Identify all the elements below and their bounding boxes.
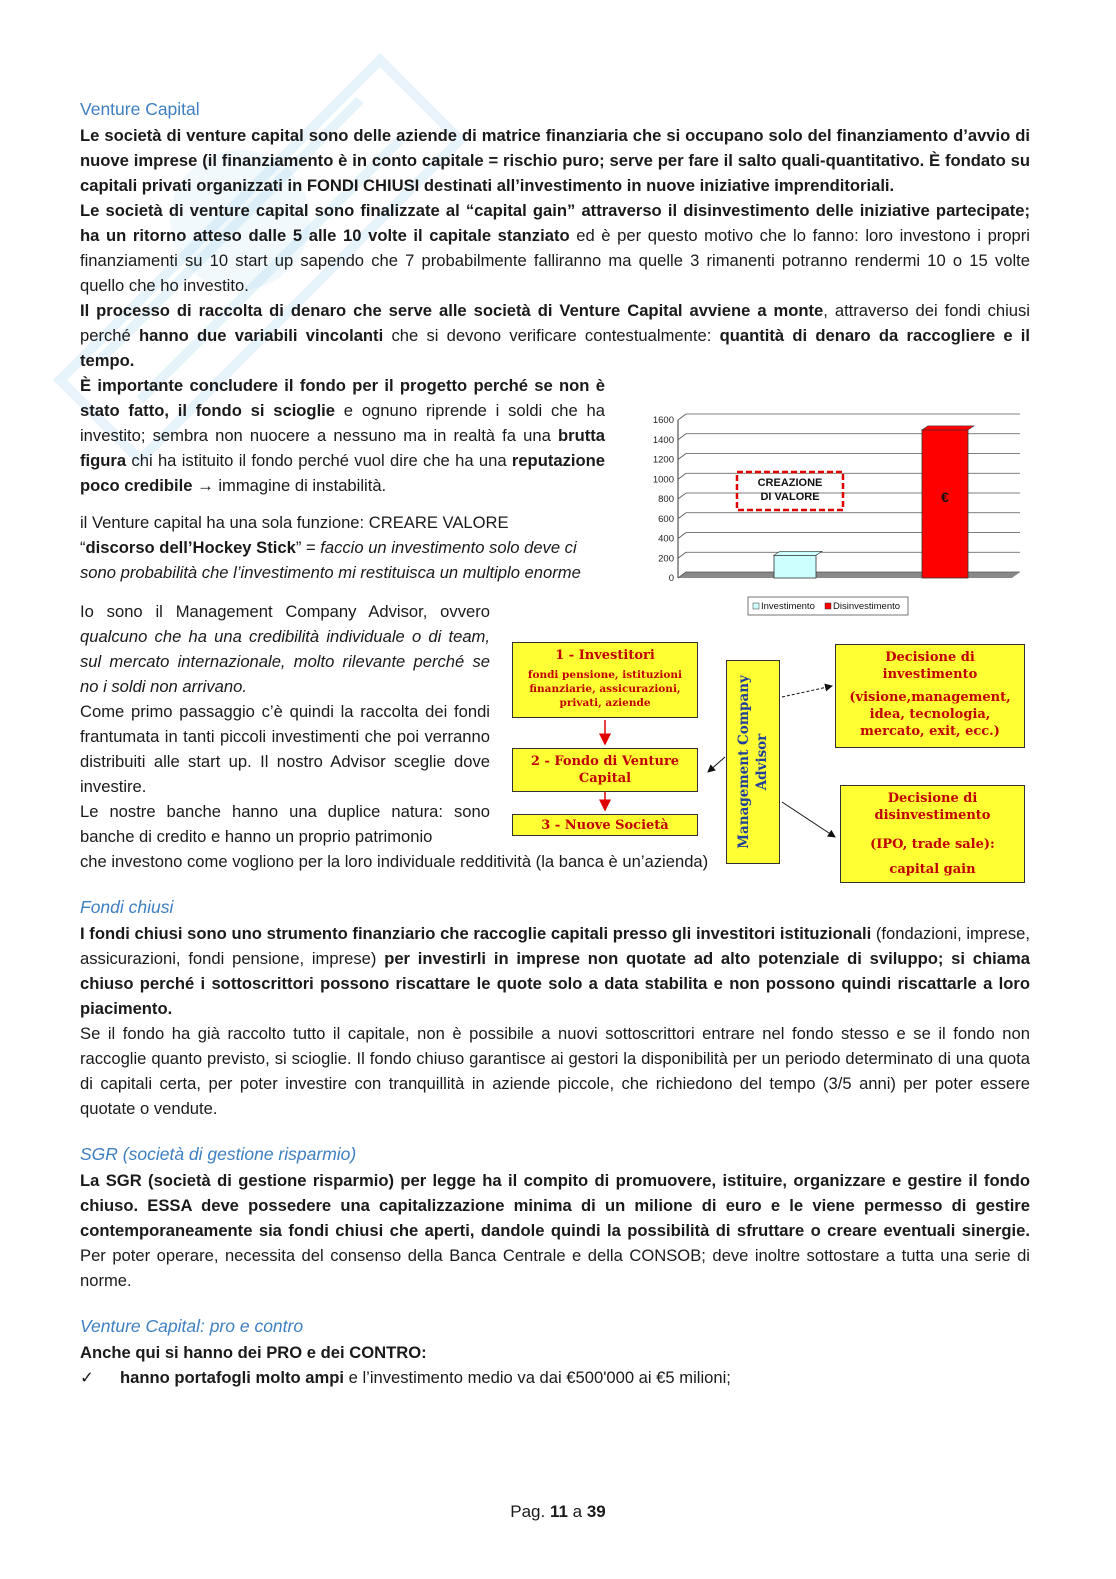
- paragraph-pro-contro: Anche qui si hanno dei PRO e dei CONTRO:: [80, 1343, 427, 1362]
- chart-y-tick-label: 400: [658, 533, 674, 545]
- chart-legend-label: Investimento: [761, 601, 815, 612]
- venture-capital-flow-diagram: [510, 642, 1030, 887]
- chart-floor: [678, 572, 1020, 578]
- chart-y-tick-label: 1400: [652, 434, 674, 446]
- chart-bar-label: €: [941, 488, 949, 505]
- chart-bar-investimento: [774, 555, 816, 578]
- paragraph-raccolta: Il processo di raccolta di denaro che serve alle società di Venture Capital avviene a monte, attraverso dei fondi chiusi perché hanno due variabili vincolanti che si devono verificare contestualmente: quantità di denaro da raccogliere e il tempo.: [80, 301, 1031, 370]
- chart-y-tick-label: 1200: [652, 454, 674, 466]
- list-item-pro: ✓ hanno portafogli molto ampi e l’investimento medio va dai €500'000 ai €5 milioni;: [80, 1365, 1030, 1390]
- paragraph-fondi-chiusi: I fondi chiusi sono uno strumento finanziario che raccoglie capitali presso gli investitori istituzionali (fondazioni, imprese, assicurazioni, fondi pensione, imprese) per investirli in imprese non quotate ad alto potenziale di sviluppo; si chiama chiuso perché i sottoscrittori possono riscattare le quote solo a data stabilita e non possono quindi riscattarle a loro piacimento.: [80, 924, 1030, 1018]
- chart-legend-swatch: [753, 603, 759, 609]
- chart-bar-top-investimento: [774, 551, 822, 555]
- heading-fondi-chiusi: Fondi chiusi: [80, 897, 174, 917]
- box-fondo-venture-capital: 2 - Fondo di Venture Capital: [512, 748, 698, 792]
- arrow-advisor-fondo: [708, 757, 725, 772]
- paragraph-creare-valore: il Venture capital ha una sola funzione: CREARE VALORE “discorso dell’Hockey Stick” = faccio un investimento solo deve ci sono probabilità che l’investimento mi restituisca un multiplo enorme: [80, 513, 581, 582]
- paragraph-conclusione-fondo: È importante concludere il fondo per il progetto perché se non è stato fatto, il fondo si scioglie e ognuno riprende i soldi che ha investito; sembra non nuocere a nessuno ma in realtà fa una brutta figura chi ha istituito il fondo perché vuol dire che ha una reputazione poco credibile → immagine di instabilità.: [80, 376, 606, 495]
- paragraph-fondi-chiusi-2: Se il fondo ha già raccolto tutto il capitale, non è possibile a nuovi sottoscrittori entrare nel fondo stesso e se il fondo non raccoglie quanto previsto, si scioglie. Il fondo chiuso garantisce ai gestori la disponibilità per un periodo determinato di una quota di capitali certa, per poter investire con tranquillità in aziende piccole, che richiedono del tempo (3/5 anni) per poter essere quotate o vendute.: [80, 1024, 1030, 1118]
- heading-pro-contro: Venture Capital: pro e contro: [80, 1316, 304, 1336]
- paragraph-primo-passaggio: Come primo passaggio c’è quindi la raccolta dei fondi frantumata in tanti piccoli investimenti che poi verranno distribuiti alle start up. Il nostro Advisor sceglie dove investire.: [80, 702, 490, 796]
- heading-venture-capital: Venture Capital: [80, 99, 200, 119]
- chart-bar-top-disinvestimento: [922, 426, 974, 430]
- chart-legend-swatch: [825, 603, 831, 609]
- box-decisione-investimento: Decisione di investimento (visione,management, idea, tecnologia, mercato, exit, ecc.): [835, 644, 1025, 748]
- chart-annotation-text: DI VALORE: [760, 491, 820, 503]
- chart-y-tick-label: 600: [658, 513, 674, 525]
- chart-y-tick-label: 200: [658, 553, 674, 565]
- paragraph-banche-a: Le nostre banche hanno una duplice natura: sono banche di credito e hanno un proprio patrimonio: [80, 802, 490, 846]
- page-footer: Pag. 11 a 39: [510, 1502, 606, 1521]
- heading-sgr: SGR (società di gestione risparmio): [80, 1144, 357, 1164]
- arrow-advisor-disinvestimento: [782, 802, 835, 837]
- box-management-company-advisor: Management Company Advisor: [726, 660, 780, 864]
- paragraph-capital-gain: Le società di venture capital sono finalizzate al “capital gain” attraverso il disinvestimento delle iniziative partecipate; ha un ritorno atteso dalle 5 alle 10 volte il capitale stanziato ed è per questo motivo che lo fanno: loro investono i propri finanziamenti su 10 start up sapendo che 7 probabilmente falliranno ma quelle 3 rimanenti potranno rendermi 10 o 15 volte quello che ho investito.: [80, 201, 1030, 295]
- chart-legend-label: Disinvestimento: [833, 601, 901, 612]
- chart-y-tick-label: 1600: [652, 415, 674, 426]
- box-nuove-societa: 3 - Nuove Società: [512, 814, 698, 836]
- paragraph-vc-definition: Le società di venture capital sono delle aziende di matrice finanziaria che si occupano solo del finanziamento d’avvio di nuove imprese (il finanziamento è in conto capitale = rischio puro; serve per fare il salto quali-quantitativo. È fondato su capitali privati organizzati in FONDI CHIUSI destinati all’investimento in nuove iniziative imprenditoriali.: [80, 126, 1030, 195]
- value-creation-chart: [640, 404, 1030, 624]
- chart-y-tick-label: 1000: [652, 474, 674, 486]
- check-icon: ✓: [80, 1368, 94, 1387]
- chart-y-tick-label: 800: [658, 494, 674, 505]
- arrow-advisor-investimento: [782, 686, 832, 697]
- chart-annotation-text: CREAZIONE: [757, 477, 823, 489]
- paragraph-sgr: La SGR (società di gestione risparmio) per legge ha il compito di promuovere, istituire, organizzare e gestire il fondo chiuso. ESSA deve possedere una capitalizzazione minima di un milione di euro e le viene permesso di gestire contemporaneamente sia fondi chiusi che aperti, dandole quindi la possibilità di sfruttare o creare eventuali sinergie. Per poter operare, necessita del consenso della Banca Centrale e della CONSOB; deve inoltre sottostare a tutta una serie di norme.: [80, 1171, 1030, 1290]
- paragraph-advisor: Io sono il Management Company Advisor, ovvero qualcuno che ha una credibilità individuale o di team, sul mercato internazionale, molto rilevante perché se no i soldi non arrivano.: [80, 602, 490, 696]
- paragraph-banche-b: che investono come vogliono per la loro individuale redditività (la banca è un’azienda): [80, 852, 709, 871]
- box-decisione-disinvestimento: Decisione di disinvestimento (IPO, trade sale): capital gain: [840, 785, 1025, 883]
- box-investitori: 1 - Investitori fondi pensione, istituzioni finanziarie, assicurazioni, privati, aziende: [512, 642, 698, 718]
- chart-y-tick-label: 0: [668, 573, 674, 584]
